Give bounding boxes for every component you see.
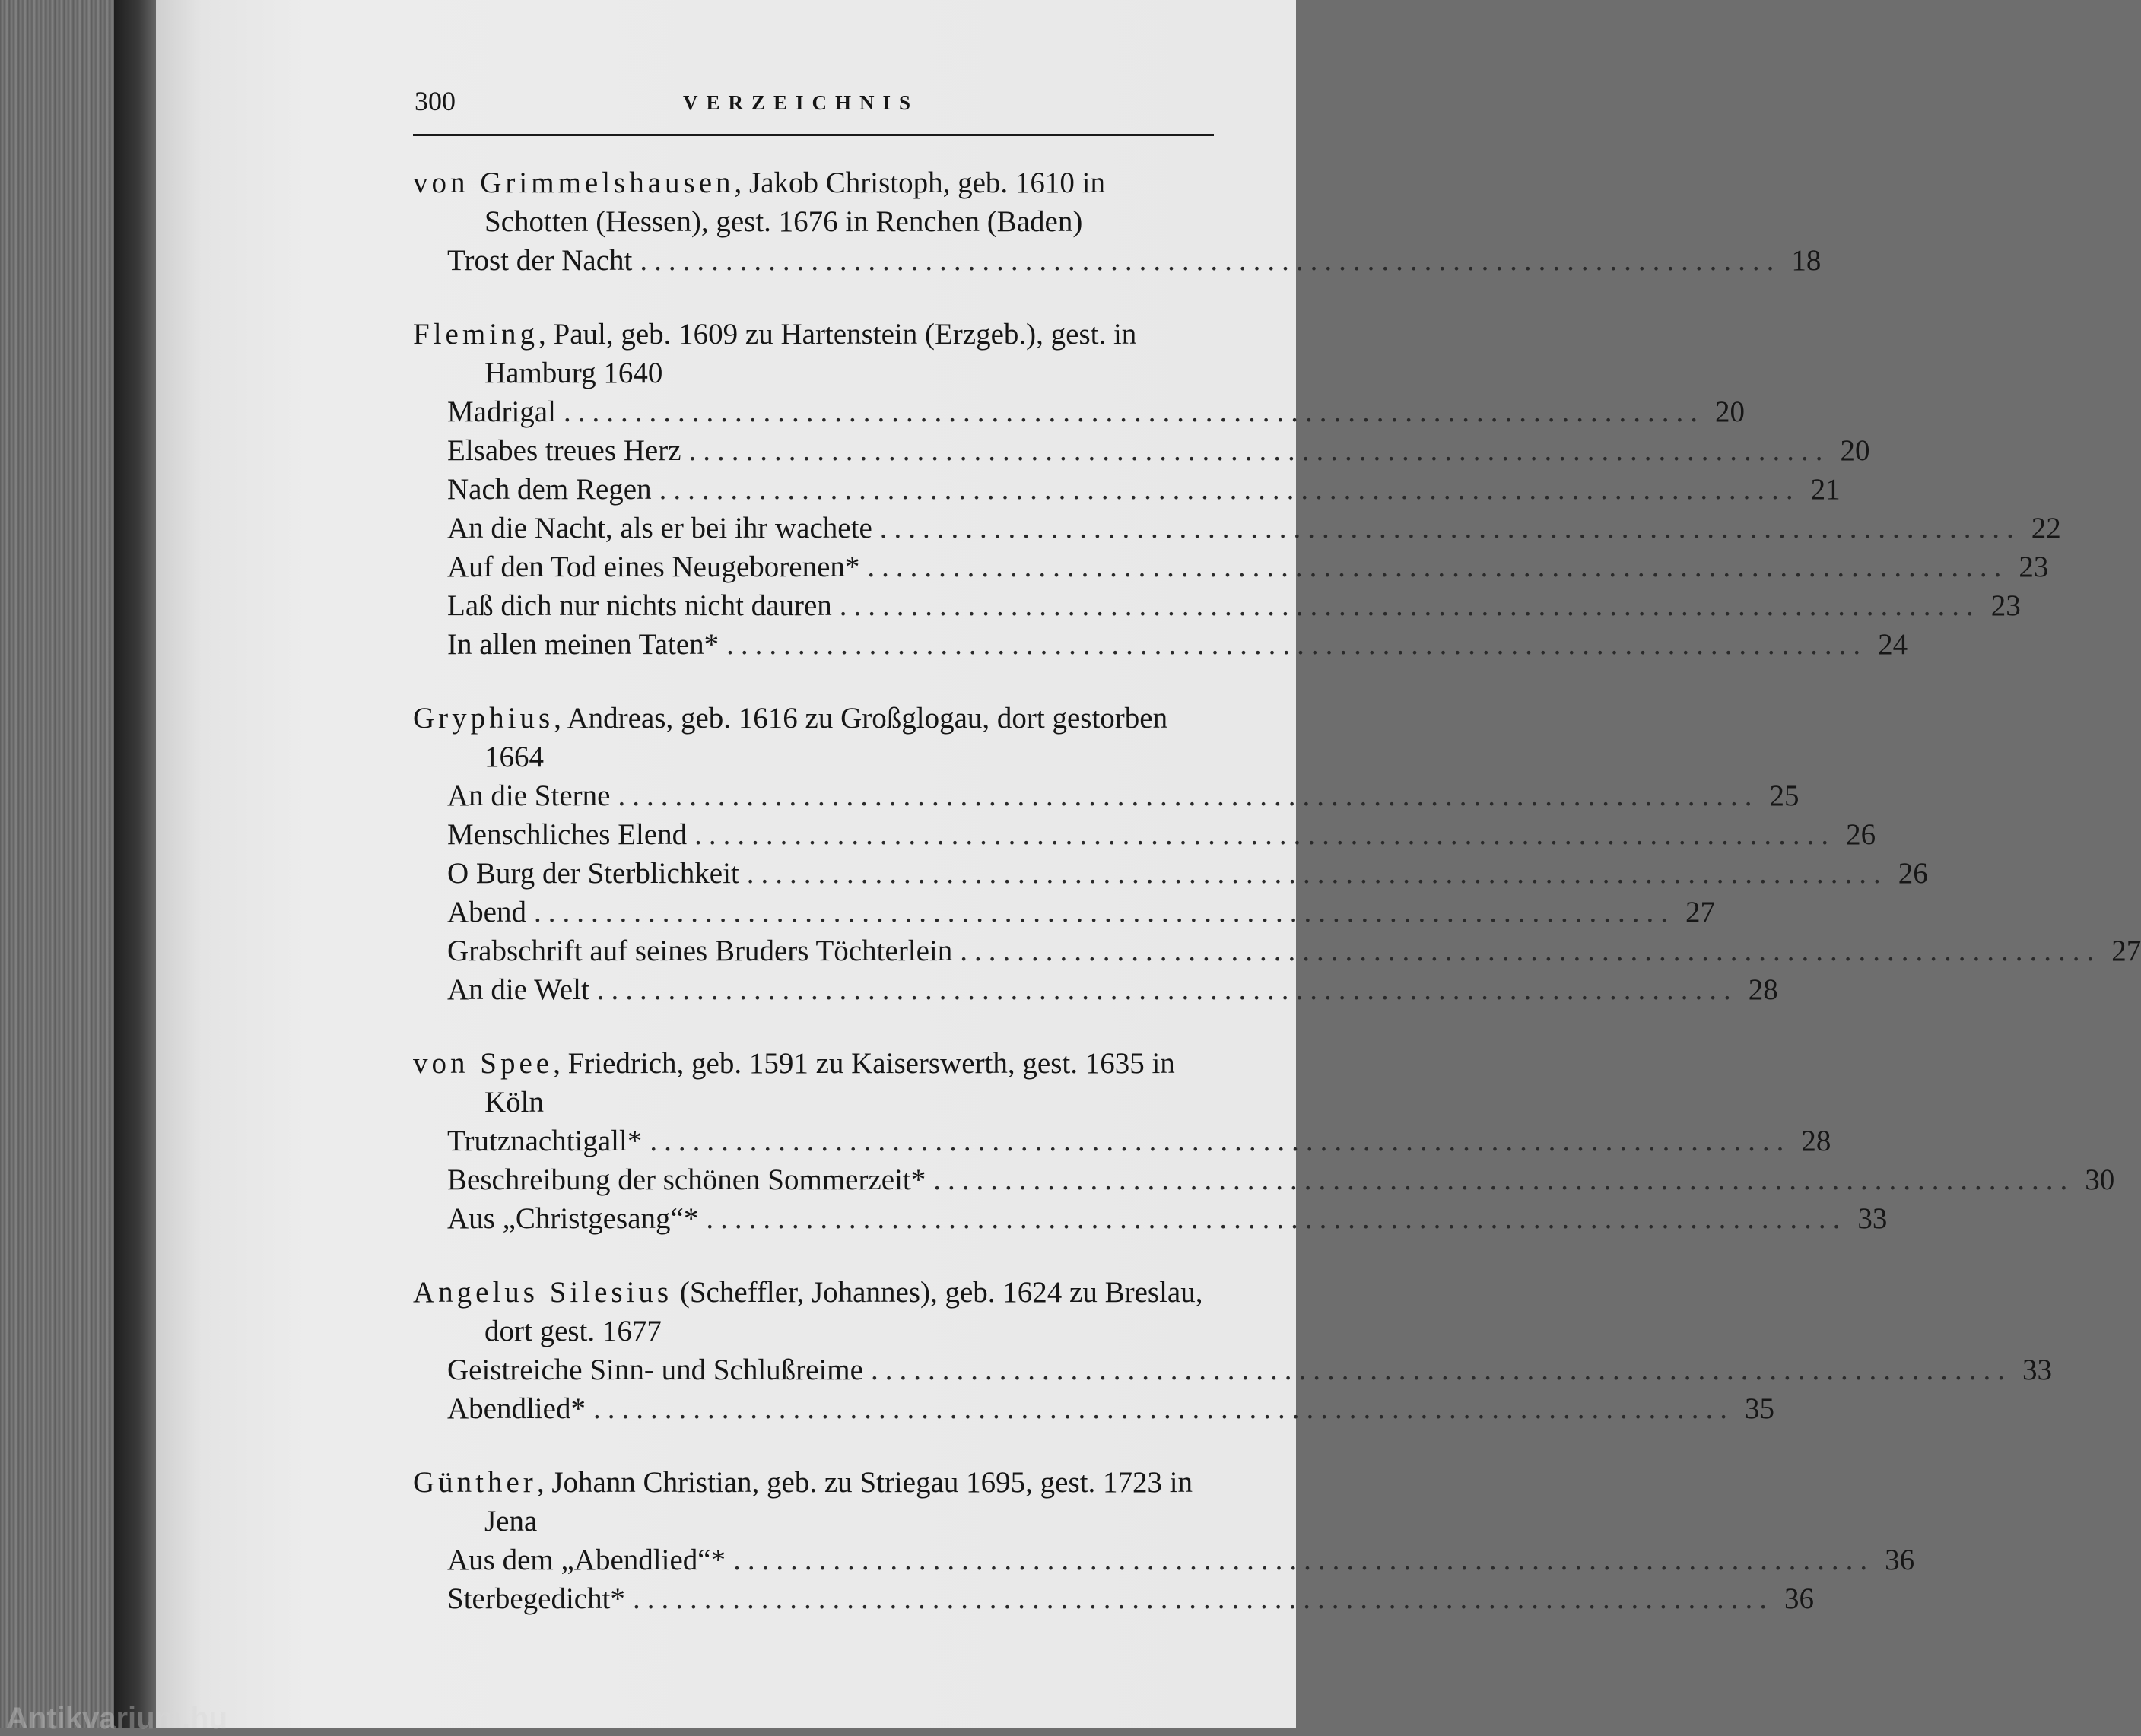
poem-page-number: 33 (1857, 1202, 1888, 1235)
poem-page-number: 20 (1714, 395, 1745, 428)
author-block (413, 1044, 2115, 1238)
dot-leader: ................................................................................ (618, 779, 1759, 812)
poem-title: In allen meinen Taten* (447, 628, 719, 661)
poem-title: Madrigal (447, 395, 556, 428)
poem-page-number: 33 (2022, 1354, 2052, 1386)
dot-leader: ................................................................................ (694, 818, 1836, 851)
author-block (413, 699, 2141, 1009)
book-gutter-shadow (114, 0, 158, 1728)
dot-leader: ................................................................................ (650, 1125, 1791, 1157)
poem-title: Trutznachtigall* (447, 1125, 643, 1157)
poem-page-number: 28 (1801, 1125, 1831, 1157)
dot-leader: ................................................................................ (870, 1354, 2012, 1386)
author-heading (413, 699, 1214, 776)
index-list (413, 163, 2141, 1653)
dot-leader: ................................................................................ (867, 551, 2009, 583)
poem-title: Abend (447, 896, 526, 928)
poem-title: Auf den Tod eines Neugeborenen* (447, 551, 860, 583)
poem-title: Menschliches Elend (447, 818, 688, 851)
watermark: Antikvarium.hu (6, 1702, 228, 1735)
book-spine (0, 0, 133, 1728)
poem-page-number: 26 (1898, 857, 1928, 890)
poem-entry (413, 392, 1745, 431)
dot-leader: ................................................................................ (879, 512, 2021, 544)
author-heading (413, 163, 1214, 241)
author-biography: , Jakob Christoph, geb. 1610 in Schotten (Hessen), gest. 1676 in Renchen (Baden) (484, 167, 1106, 238)
poem-entry (413, 1199, 1888, 1238)
poem-entry (413, 625, 1908, 664)
poem-title: An die Sterne (447, 779, 611, 812)
poem-title: Trost der Nacht (447, 244, 633, 277)
poem-title: Nach dem Regen (447, 473, 652, 506)
author-name: von Spee (413, 1047, 554, 1080)
dot-leader: ................................................................................ (733, 1544, 1875, 1576)
poem-page-number: 23 (2019, 551, 2049, 583)
author-name: Gryphius (413, 702, 554, 735)
poem-entry (413, 547, 2049, 586)
author-heading (413, 315, 1214, 392)
poem-entry (413, 1389, 1774, 1428)
poem-entry (413, 586, 2021, 625)
poem-title: Aus dem „Abendlied“* (447, 1544, 726, 1576)
dot-leader: ................................................................................ (533, 896, 1675, 928)
dot-leader: ................................................................................ (563, 395, 1704, 428)
poem-page-number: 36 (1885, 1544, 1915, 1576)
dot-leader: ................................................................................ (688, 434, 1830, 467)
poem-title: Laß dich nur nichts nicht dauren (447, 589, 832, 622)
poem-page-number: 23 (1990, 589, 2021, 622)
author-biography: , Paul, geb. 1609 zu Hartenstein (Erzgeb.), gest. in Hamburg 1640 (484, 318, 1137, 389)
author-block (413, 315, 2061, 664)
dot-leader: ................................................................................ (706, 1202, 1847, 1235)
poem-page-number: 22 (2031, 512, 2061, 544)
poem-title: Beschreibung der schönen Sommerzeit* (447, 1163, 926, 1196)
author-name: Fleming (413, 318, 539, 351)
dot-leader: ................................................................................ (726, 628, 1868, 661)
poem-entry (413, 1122, 1831, 1160)
dot-leader: ................................................................................ (596, 973, 1738, 1006)
poem-entry (413, 1350, 2052, 1389)
poem-title: An die Welt (447, 973, 589, 1006)
poem-entry (413, 893, 1715, 931)
author-biography: , Friedrich, geb. 1591 zu Kaiserswerth, gest. 1635 in Köln (484, 1047, 1175, 1119)
author-name: Günther (413, 1466, 537, 1499)
poem-entry (413, 970, 1778, 1009)
poem-page-number: 20 (1840, 434, 1870, 467)
poem-entry (413, 470, 1841, 509)
poem-entry (413, 931, 2141, 970)
dot-leader: ................................................................................ (640, 244, 1781, 277)
poem-title: Geistreiche Sinn- und Schlußreime (447, 1354, 863, 1386)
poem-title: Grabschrift auf seines Bruders Töchterlein (447, 935, 953, 967)
page-number: 300 (415, 86, 456, 116)
author-biography: , Johann Christian, geb. zu Striegau 1695, gest. 1723 in Jena (484, 1466, 1193, 1538)
poem-entry (413, 776, 1800, 815)
page-header (413, 79, 1214, 136)
poem-page-number: 26 (1846, 818, 1876, 851)
poem-entry (413, 815, 1876, 854)
author-heading (413, 1463, 1214, 1541)
dot-leader: ................................................................................ (632, 1582, 1774, 1615)
poem-page-number: 28 (1748, 973, 1778, 1006)
dot-leader: ................................................................................ (933, 1163, 2075, 1196)
poem-entry (413, 431, 1870, 470)
poem-page-number: 18 (1791, 244, 1822, 277)
poem-page-number: 24 (1878, 628, 1908, 661)
author-name: Angelus Silesius (413, 1276, 673, 1309)
poem-page-number: 21 (1810, 473, 1841, 506)
poem-title: O Burg der Sterblichkeit (447, 857, 739, 890)
author-heading (413, 1273, 1214, 1350)
author-block (413, 1463, 1915, 1618)
poem-page-number: 36 (1784, 1582, 1814, 1615)
running-title: VERZEICHNIS (683, 91, 920, 114)
author-name: von Grimmelshausen (413, 167, 735, 199)
poem-page-number: 30 (2085, 1163, 2115, 1196)
author-heading (413, 1044, 1214, 1122)
dot-leader: ................................................................................ (746, 857, 1888, 890)
author-biography: (Scheffler, Johannes), geb. 1624 zu Breslau, dort gest. 1677 (484, 1276, 1203, 1347)
poem-title: Elsabes treues Herz (447, 434, 681, 467)
dot-leader: ................................................................................ (960, 935, 2101, 967)
poem-page-number: 35 (1744, 1392, 1774, 1425)
poem-title: Sterbegedicht* (447, 1582, 625, 1615)
author-block (413, 163, 1822, 280)
dot-leader: ................................................................................ (592, 1392, 1734, 1425)
poem-entry (413, 1160, 2115, 1199)
poem-page-number: 27 (2111, 935, 2141, 967)
dot-leader: ................................................................................ (659, 473, 1800, 506)
poem-title: Aus „Christgesang“* (447, 1202, 699, 1235)
poem-title: An die Nacht, als er bei ihr wachete (447, 512, 872, 544)
poem-entry (413, 854, 1928, 893)
poem-page-number: 25 (1769, 779, 1800, 812)
poem-page-number: 27 (1685, 896, 1715, 928)
poem-entry (413, 241, 1822, 280)
poem-entry (413, 509, 2061, 547)
poem-title: Abendlied* (447, 1392, 586, 1425)
poem-entry (413, 1541, 1915, 1579)
poem-entry (413, 1579, 1814, 1618)
dot-leader: ................................................................................ (839, 589, 1981, 622)
author-block (413, 1273, 2052, 1428)
author-biography: , Andreas, geb. 1616 zu Großglogau, dort gestorben 1664 (484, 702, 1168, 773)
